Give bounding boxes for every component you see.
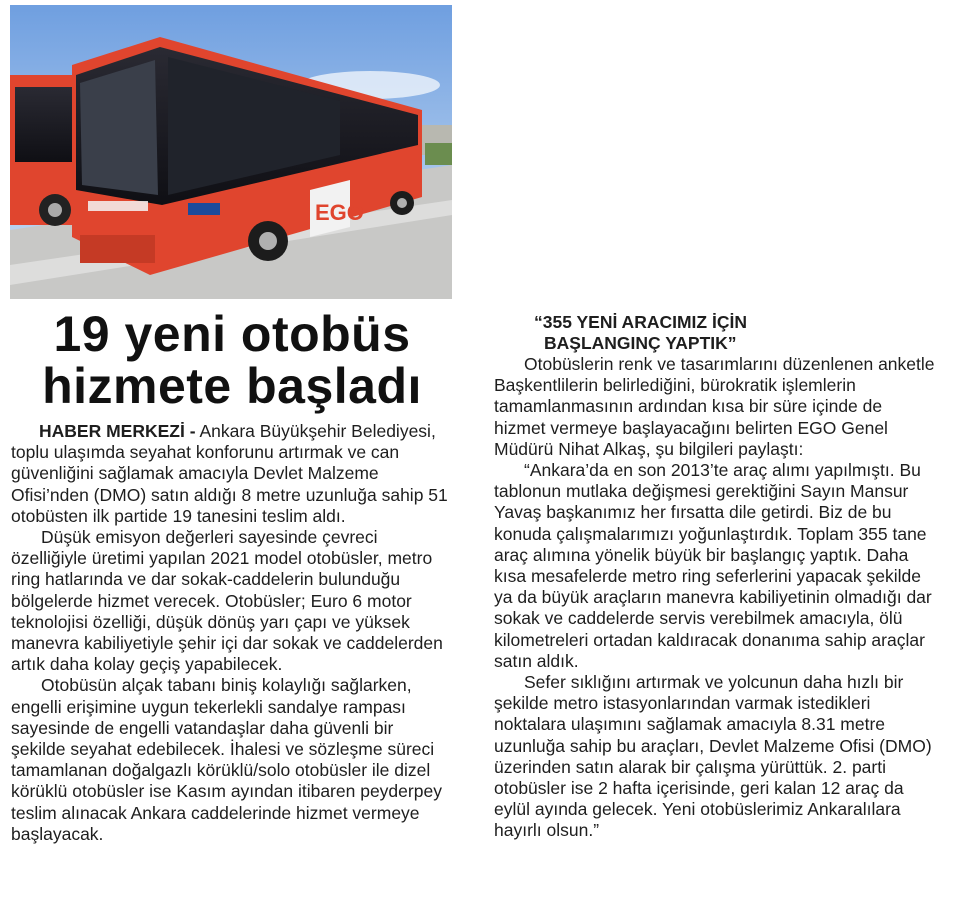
headline (12, 308, 452, 412)
right-paragraph-3: Sefer sıklığını artırmak ve yolcunun daha hızlı bir şekilde metro istasyonlarından varmak istedikleri noktalara ulaşımını sağlamak amacıyla 8.31 metre uzunluğa sahip bu araçları, Devlet Malzeme Ofisi (DMO) üzerinden satın alarak bir çalışma yürüttük. 2. parti otobüsler ise 2 hafta içerisinde, geri kalan 12 araç da eylül ayında gelecek. Yeni otobüslerimiz Ankaralılara hayırlı olsun.” (494, 672, 932, 841)
subhead-line-1: “355 YENİ ARACIMIZ İÇİN (534, 312, 747, 332)
bus-photo (10, 5, 452, 299)
right-column (494, 312, 936, 842)
headline-line-2: hizmete başladı (42, 358, 422, 414)
bus-photo-icon (10, 5, 452, 299)
right-paragraph-2: “Ankara’da en son 2013’te araç alımı yapılmıştı. Bu tablonun mutlaka değişmesi gerektiğini Sayın Mansur Yavaş başkanımız her fırsatta dile getirdi. Biz de bu konuda çalışmalarımızı yoğunlaştırdık. Toplam 355 tane araç alımına yönelik büyük bir başlangıç yaptık. Daha kısa mesafelerde metro ring seferlerini yapacak şekilde ya da büyük araçların manevra kabiliyetinin olmadığı dar sokak ve caddelerde servis verebilmek amacıyla, ölü kilometreleri ortadan kaldıracak donanıma sahip araçlar satın aldık. (494, 460, 932, 671)
headline-line-1: 19 yeni otobüs (53, 306, 411, 362)
right-paragraph-1: Otobüslerin renk ve tasarımlarını düzenlenen anketle Başkentlilerin belirlediğini, bürokratik işlemlerin tamamlanmasının ardından kısa bir süre içinde de hizmet vermeye başlayacağını belirten EGO Genel Müdürü Nihat Alkaş, şu bilgileri paylaştı: (494, 354, 935, 459)
byline: HABER MERKEZİ - (39, 421, 196, 441)
subhead (534, 312, 936, 354)
left-paragraph-2: Düşük emisyon değerleri sayesinde çevreci özelliğiyle üretimi yapılan 2021 model otobüsler, metro ring hatlarında ve dar sokak-caddelerin bulunduğu bölgelerde hizmet verecek. Otobüsler; Euro 6 motor teknolojisi özelliği, düşük dönüş yarı çapı ve yüksek manevra kabiliyetiyle şehir içi dar sokak ve caddelerden artık daha kolay geçiş yapabilecek. (11, 527, 443, 675)
subhead-line-2: BAŞLANGINÇ YAPTIK” (544, 333, 737, 353)
left-paragraph-1: Ankara Büyükşehir Belediyesi, toplu ulaşımda seyahat konforunu artırmak ve can güvenliğini sağlamak amacıyla Devlet Malzeme Ofisi’nden (DMO) satın aldığı 8 metre uzunluğa sahip 51 otobüsten ilk partide 19 tanesini teslim aldı. (11, 421, 448, 526)
left-paragraph-3: Otobüsün alçak tabanı biniş kolaylığı sağlarken, engelli erişimine uygun tekerlekli sandalye rampası sayesinde de engelli vatandaşlar daha güvenli bir şekilde seyahat edebilecek. İhalesi ve sözleşme süreci tamamlanan doğalgazlı körüklü/solo otobüsler ile dizel körüklü otobüsler ise Kasım ayından itibaren peyderpey teslim alınacak Ankara caddelerinde hizmet vermeye başlayacak. (11, 675, 442, 844)
left-column (11, 421, 451, 845)
svg-text:EGO: EGO (315, 200, 364, 225)
